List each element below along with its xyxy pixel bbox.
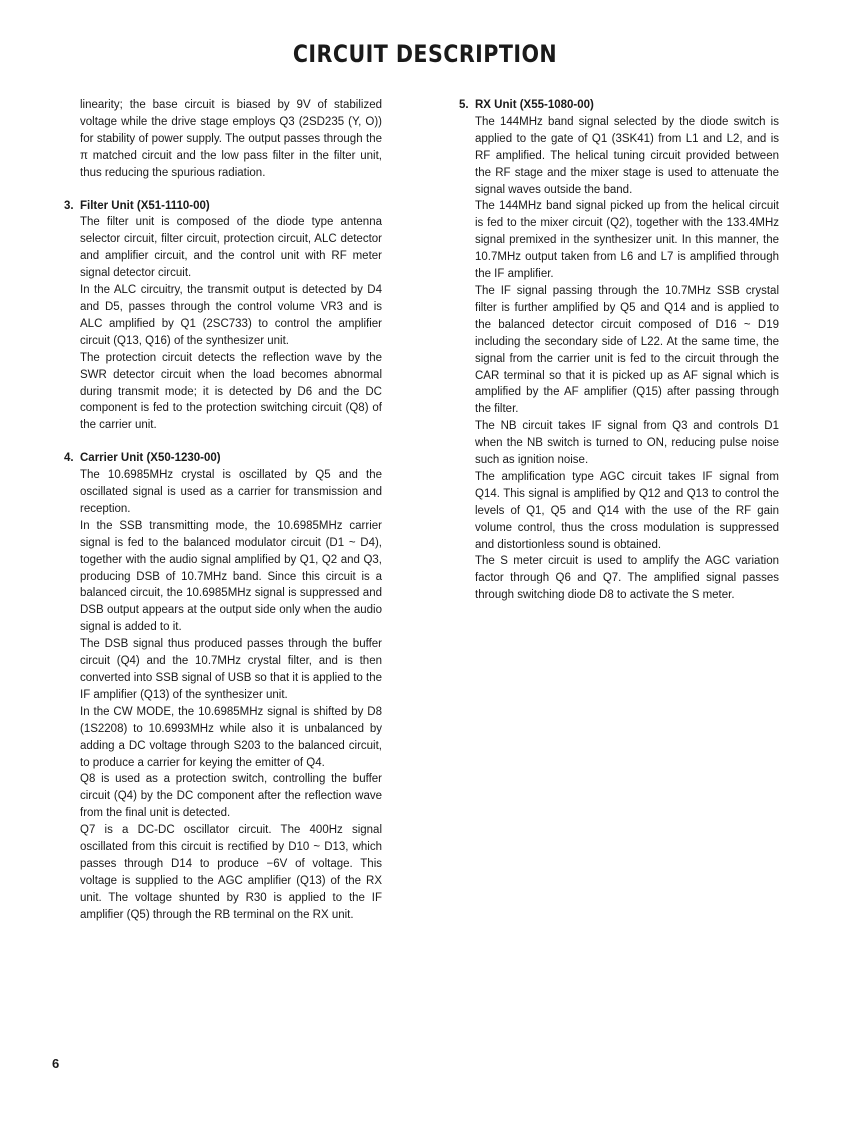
section-heading <box>459 97 779 114</box>
paragraph: The NB circuit takes IF signal from Q3 and controls D1 when the NB switch is turned to ON, reducing pulse noise such as ignition noise. <box>475 420 779 467</box>
right-column <box>459 97 779 604</box>
section-filter-unit <box>64 198 382 435</box>
paragraph: The S meter circuit is used to amplify the AGC variation factor through Q6 and Q7. The amplified signal passes through switching diode D8 to activate the S meter. <box>475 555 779 602</box>
paragraph: The IF signal passing through the 10.7MHz SSB crystal filter is further amplified by Q5 and Q14 and is applied to the balanced detector circuit composed of D16 ~ D19 including the secondary side of L22. At the same time, the signal from the carrier unit is fed to the circuit through the CAR terminal so that it is picked up as AF signal which is amplified by the AF amplifier (Q15) after passing through the filter. <box>475 284 779 416</box>
paragraph: The 10.6985MHz crystal is oscillated by Q5 and the oscillated signal is used as a carrier for transmission and reception. <box>80 469 382 515</box>
section-carrier-unit <box>64 450 382 923</box>
section-heading <box>64 450 382 467</box>
paragraph: The 144MHz band signal selected by the diode switch is applied to the gate of Q1 (3SK41) from L1 and L2, and is RF amplified. The helical tuning circuit provided between the RF stage and the mixer stage is used to attenuate the signal waves outside the band. <box>475 115 779 196</box>
paragraph: In the SSB transmitting mode, the 10.6985MHz carrier signal is fed to the balanced modulator circuit (D1 ~ D4), together with the audio signal amplified by Q1, Q2 and Q3, producing DSB of 10.7MHz band. Since this circuit is a balanced circuit, the 10.6985MHz signal is suppressed and DSB output appears at the output side only when the audio signal is added to it. <box>80 519 382 634</box>
paragraph: The protection circuit detects the reflection wave by the SWR detector circuit when the load becomes abnormal during transmit mode; it is detected by D6 and the DC component is fed to the protection switching circuit (Q8) of the carrier unit. <box>80 351 382 432</box>
section-title: RX Unit (X55-1080-00) <box>475 99 594 111</box>
paragraph: In the ALC circuitry, the transmit output is detected by D4 and D5, passes through the control volume VR3 and is ALC amplified by Q1 (2SC733) to control the amplifier circuit (Q13, Q16) of the synthesizer unit. <box>80 284 382 347</box>
section-title: Carrier Unit (X50-1230-00) <box>80 452 221 465</box>
page-title: CIRCUIT DESCRIPTION <box>292 40 558 68</box>
section-heading <box>64 198 382 215</box>
paragraph: The filter unit is composed of the diode type antenna selector circuit, filter circuit, protection circuit, ALC detector and amplifier circuit, and the control unit with RF meter signal detector circuit. <box>80 216 382 280</box>
paragraph: In the CW MODE, the 10.6985MHz signal is shifted by D8 (1S2208) to 10.6993MHz while also it is unbalanced by adding a DC voltage through S203 to the balanced circuit, to produce a carrier for keying the emitter of Q4. <box>80 705 382 769</box>
left-column <box>64 97 382 924</box>
paragraph: Q7 is a DC-DC oscillator circuit. The 400Hz signal oscillated from this circuit is rectified by D10 ~ D13, which passes through D14 to produce −6V of voltage. This voltage is supplied to the AGC amplifier (Q13) of the RX unit. The voltage shunted by R30 is applied to the IF amplifier (Q5) through the RB terminal on the RX unit. <box>80 824 382 921</box>
page-number: 6 <box>52 1056 60 1071</box>
paragraph: The 144MHz band signal picked up from the helical circuit is fed to the mixer circuit (Q2), together with the 133.4MHz signal premixed in the synthesizer unit. In this manner, the 10.7MHz output taken from L6 and L7 is amplified through the IF amplifier. <box>475 200 779 281</box>
intro-paragraph: linearity; the base circuit is biased by 9V of stabilized voltage while the drive stage employs Q3 (2SD235 (Y, O)) for stability of power supply. The output passes through the π matched circuit and the low pass filter in the filter unit, thus reducing the spurious radiation. <box>80 99 382 179</box>
section-number: 5. <box>459 99 469 111</box>
section-rx-unit <box>459 97 779 604</box>
paragraph: Q8 is used as a protection switch, controlling the buffer circuit (Q4) by the DC component after the reflection wave from the final unit is detected. <box>80 773 382 820</box>
paragraph: The DSB signal thus produced passes through the buffer circuit (Q4) and the 10.7MHz crystal filter, and is then converted into SSB signal of USB so that it is applied to the IF amplifier (Q13) of the synthesizer unit. <box>80 638 382 701</box>
section-number: 4. <box>64 452 74 465</box>
section-title: Filter Unit (X51-1110-00) <box>80 199 210 212</box>
section-number: 3. <box>64 199 74 212</box>
paragraph: The amplification type AGC circuit takes IF signal from Q14. This signal is amplified by Q12 and Q13 to control the levels of Q1, Q5 and Q14 with the use of the RF gain volume control, thus the cross modulation is suppressed and distortionless sound is obtained. <box>475 470 779 551</box>
